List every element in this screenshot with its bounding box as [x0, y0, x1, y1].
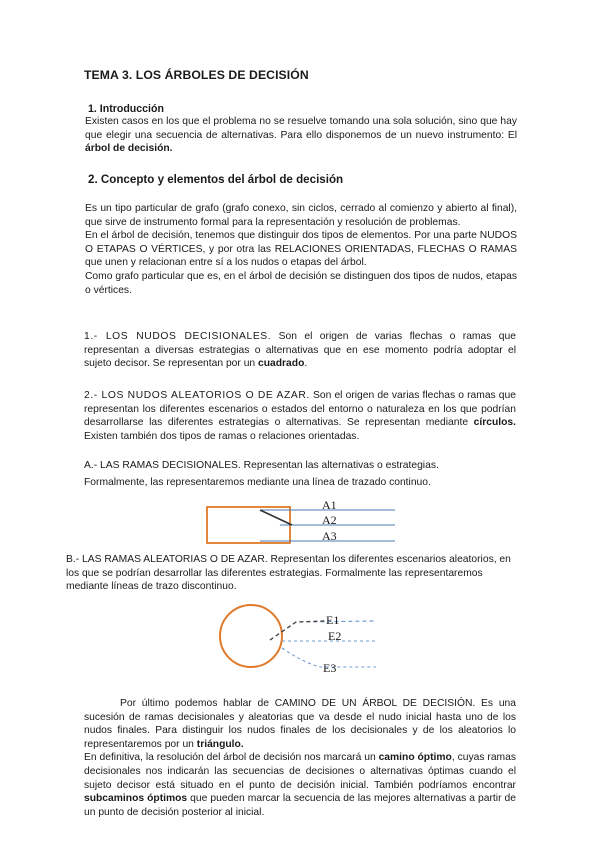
nudos-azar-paragraph [84, 389, 516, 443]
final-paragraphs [84, 697, 516, 819]
nudos-azar-lead: 2.- LOS NUDOS ALEATORIOS O DE AZAR. [84, 390, 310, 401]
ramas-azar-text: Representan los diferentes escenarios aleatorios, en los que se podrían desarrollar las diferentes estrategias. Formalmente las representaremos mediante líneas de trazo discontinuo. [66, 554, 511, 593]
random-branch-line-1 [270, 621, 376, 640]
random-label-e2: E2 [328, 629, 342, 643]
section-heading-concepto: 2. Concepto y elementos del árbol de decisión [88, 173, 344, 186]
decision-node-square [207, 507, 290, 543]
decision-label-a2: A2 [322, 513, 337, 527]
ramas-decisionales-lead: A.- LAS RAMAS DECISIONALES. [84, 460, 241, 471]
final-p1 [84, 697, 516, 751]
final-p2 [84, 751, 516, 819]
section-heading-intro: 1. Introducción [88, 103, 164, 115]
ramas-decisionales-line2: Formalmente, las representaremos mediante una línea de trazado continuo. [84, 476, 431, 488]
final-p2-bold-camino: camino óptimo [378, 752, 452, 764]
nudos-decisionales-text: Son el origen de varias flechas o ramas que representan a diversas estrategias o alternativas que en ese momento podría adoptar el sujeto decisor. Se representan por un [84, 331, 516, 370]
random-branch-dark-segment [270, 621, 326, 640]
concepto-p2: En el árbol de decisión, tenemos que distinguir dos tipos de elementos. Por una parte NUDOS O ETAPAS O VÉRTICES, y por otra las RELACIONES ORIENTADAS, FLECHAS O RAMAS que unen y relacionan entre sí a los nudos o etapas del árbol. [85, 230, 517, 269]
page-title: TEMA 3. LOS ÁRBOLES DE DECISIÓN [84, 68, 309, 82]
nudos-decisionales-bold: cuadrado [258, 358, 305, 370]
intro-bold-term: árbol de decisión. [85, 143, 173, 155]
nudos-azar-end: Existen también dos tipos de ramas o relaciones orientadas. [84, 430, 360, 442]
nudos-azar-bold: círculos. [473, 417, 516, 429]
concepto-p1: Es un tipo particular de grafo (grafo conexo, sin ciclos, cerrado al comienzo y abierto al final), que sirve de instrumento formal para la representación y resolución de problemas. [85, 203, 517, 228]
concepto-paragraphs [85, 202, 517, 297]
nudos-decisionales-lead: 1.- LOS NUDOS DECISIONALES. [84, 331, 272, 342]
intro-paragraph [85, 115, 517, 156]
decision-branch-connector [260, 510, 292, 525]
concepto-p3: Como grafo particular que es, en el árbol de decisión se distinguen dos tipos de nudos, etapas o vértices. [85, 270, 517, 296]
nudos-azar-text: Son el origen de varias flechas o ramas que representan los diferentes escenarios o estados del entorno o naturaleza en los que podrían desarrollarse las diferentes estrategias o alternativas. Se representan mediante [84, 390, 516, 429]
nudos-decisionales-paragraph [84, 330, 516, 371]
ramas-azar-lead: B.- LAS RAMAS ALEATORIAS O DE AZAR. [66, 554, 268, 565]
random-node-circle [220, 605, 282, 667]
intro-text: Existen casos en los que el problema no se resuelve tomando una sola solución, sino que hay que elegir una secuencia de alternativas. Para ello disponemos de un nuevo instrumento: El [85, 116, 517, 141]
ramas-decisionales-paragraph [84, 459, 524, 489]
decision-label-a1: A1 [322, 498, 337, 512]
decision-label-a3: A3 [322, 529, 337, 543]
ramas-azar-paragraph [66, 553, 526, 594]
random-label-e1: E1 [326, 613, 340, 627]
nudos-decisionales-end: . [304, 358, 308, 370]
final-p2-bold-subcaminos: subcaminos óptimos [84, 793, 188, 805]
final-p1-text: Por último podemos hablar de CAMINO DE UN ÁRBOL DE DECISIÓN. Es una sucesión de ramas decisionales y aleatorias que va desde el nudo inicial hasta uno de los nudos finales. Para distinguir los nudos finales de los decisionales y de los aleatorios lo representaremos por un [84, 698, 516, 750]
final-p2-text-c: que pueden marcar la secuencia de las mejores alternativas a partir de un punto de decisión posterior al inicial. [84, 793, 516, 818]
final-p1-bold: triángulo. [196, 738, 244, 750]
final-p2-text-b: , cuyas ramas decisionales nos indicarán las secuencias de decisiones o alternativas óptimas cuando el sujeto decisor está situado en el punto de decisión inicial. También podríamos encontrar [84, 752, 516, 791]
final-p2-text-a: En definitiva, la resolución del árbol de decisión nos marcará un [84, 752, 379, 764]
random-branch-line-3 [282, 648, 376, 667]
ramas-decisionales-text: Representan las alternativas o estrategias. [240, 460, 439, 471]
random-label-e3: E3 [323, 661, 337, 675]
